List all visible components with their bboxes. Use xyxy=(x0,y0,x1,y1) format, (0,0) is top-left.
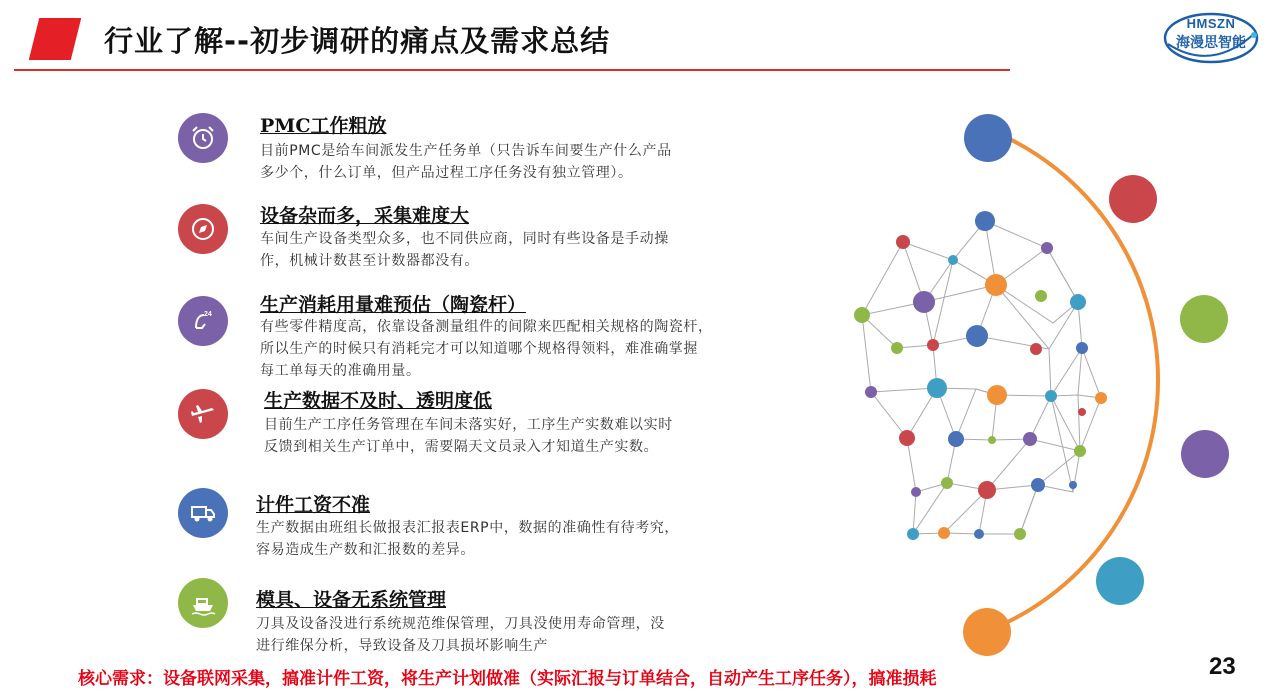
compass-icon xyxy=(178,204,228,254)
pain-point-desc: 生产数据由班组长做报表汇报表ERP中，数据的准确性有待考究， 容易造成生产数和汇报数的差异。 xyxy=(256,520,680,558)
orbit-node xyxy=(1181,430,1229,478)
page-number: 23 xyxy=(1209,653,1236,680)
head-network-illustration xyxy=(840,100,1260,660)
svg-text:24: 24 xyxy=(204,311,212,318)
24h-service-icon xyxy=(178,296,228,346)
pain-point-title: 设备杂而多，采集难度大 xyxy=(260,205,470,227)
orbit-node xyxy=(1096,557,1144,605)
title-divider xyxy=(14,69,1010,71)
pain-point-desc: 目前PMC是给车间派发生产任务单（只告诉车间要生产什么产品 多少个，什么订单，但产品过程工序任务没有独立管理）。 xyxy=(260,143,672,181)
ship-icon xyxy=(178,578,228,628)
pain-point-desc: 刀具及设备没进行系统规范维保管理，刀具没使用寿命管理，没 进行维保分析，导致设备及刀具损坏影响生产 xyxy=(256,616,665,654)
orbit-node xyxy=(964,114,1012,162)
orbit-node xyxy=(963,608,1011,656)
pain-point-title: 生产数据不及时、透明度低 xyxy=(264,390,493,412)
logo-text-en: HMSZN xyxy=(1186,16,1236,31)
pain-point-desc: 有些零件精度高，依靠设备测量组件的间隙来匹配相关规格的陶瓷杆， 所以生产的时候只有消耗完才可以知道哪个规格得领料，难准确掌握 每工单每天的准确用量。 xyxy=(260,319,713,379)
pain-point-desc: 目前生产工序任务管理在车间未落实好，工序生产实数难以实时 反馈到相关生产订单中，需要隔天文员录入才知道生产实数。 xyxy=(264,417,673,455)
orbit-node xyxy=(1180,295,1228,343)
pain-point-title: PMC工作粗放 xyxy=(260,115,387,137)
orbit-node xyxy=(1109,175,1157,223)
pain-point-title: 计件工资不准 xyxy=(256,494,371,516)
title-accent-shape xyxy=(29,18,81,60)
core-needs-summary: 核心需求：设备联网采集，搞准计件工资，将生产计划做准（实际汇报与订单结合，自动产生工序任务），搞准损耗 xyxy=(78,669,937,689)
slide-title: 行业了解--初步调研的痛点及需求总结 xyxy=(104,24,611,58)
alarm-clock-icon xyxy=(178,113,228,163)
airplane-icon xyxy=(178,389,228,439)
company-logo xyxy=(1162,8,1260,64)
network-nodes xyxy=(854,211,1107,540)
pain-point-desc: 车间生产设备类型众多，也不同供应商，同时有些设备是手动操 作，机械计数甚至计数器都没有。 xyxy=(260,231,669,269)
truck-icon xyxy=(178,488,228,538)
pain-point-title: 模具、设备无系统管理 xyxy=(256,589,447,611)
pain-point-title: 生产消耗用量难预估（陶瓷杆） xyxy=(260,294,527,316)
logo-text-cn: 海漫思智能 xyxy=(1176,35,1246,51)
